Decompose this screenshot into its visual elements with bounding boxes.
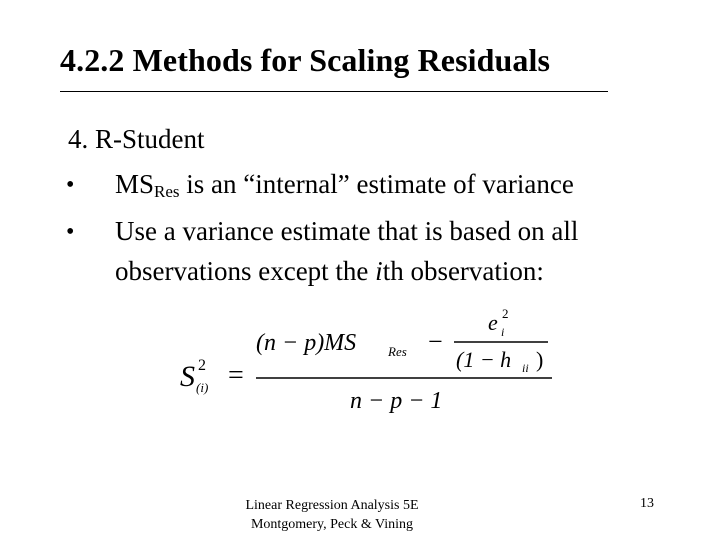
bullet-2-line-2 (115, 255, 544, 287)
bullet-2-line-1: Use a variance estimate that is based on all (115, 216, 579, 246)
formula-lhs-sup: 2 (198, 357, 206, 374)
formula-equals: = (228, 360, 244, 391)
formula-minus: − (428, 327, 443, 356)
slide-footer (232, 496, 432, 534)
formula-inner-den-close: ) (536, 347, 544, 372)
section-heading: 4. R-Student (68, 124, 205, 154)
formula-lhs-s: S (180, 360, 195, 393)
slide-title: 4.2.2 Methods for Scaling Residuals (60, 42, 551, 78)
footer-line-1: Linear Regression Analysis 5E (245, 498, 419, 513)
formula-inner-num-e: e (488, 310, 498, 335)
formula-num-sub: Res (388, 344, 407, 359)
page-number: 13 (640, 496, 654, 511)
formula-num-main: (n − p)MS (256, 330, 357, 356)
bullet-2-after: th observation: (382, 256, 544, 286)
title-underline (60, 91, 608, 92)
bullet-marker: • (66, 219, 75, 245)
formula-inner-num-sub: i (501, 325, 505, 339)
bullet-1-suffix: is an “internal” estimate of variance (179, 169, 574, 199)
formula-inner-den-sub: ii (522, 361, 529, 375)
bullet-1-text (115, 168, 574, 204)
r-student-variance-formula (170, 300, 570, 420)
footer-line-2: Montgomery, Peck & Vining (250, 517, 414, 532)
formula-lhs-sub: (i) (196, 380, 209, 395)
formula-inner-den: (1 − h (456, 347, 512, 372)
msres-prefix: MS (115, 169, 155, 199)
bullet-marker: • (66, 172, 75, 198)
bullet-2-italic-i: i (375, 256, 383, 286)
formula-denominator: n − p − 1 (350, 388, 443, 414)
formula-inner-num-sup: 2 (502, 306, 509, 321)
msres-subscript: Res (154, 182, 180, 201)
bullet-2-before: observations except the (115, 256, 376, 286)
